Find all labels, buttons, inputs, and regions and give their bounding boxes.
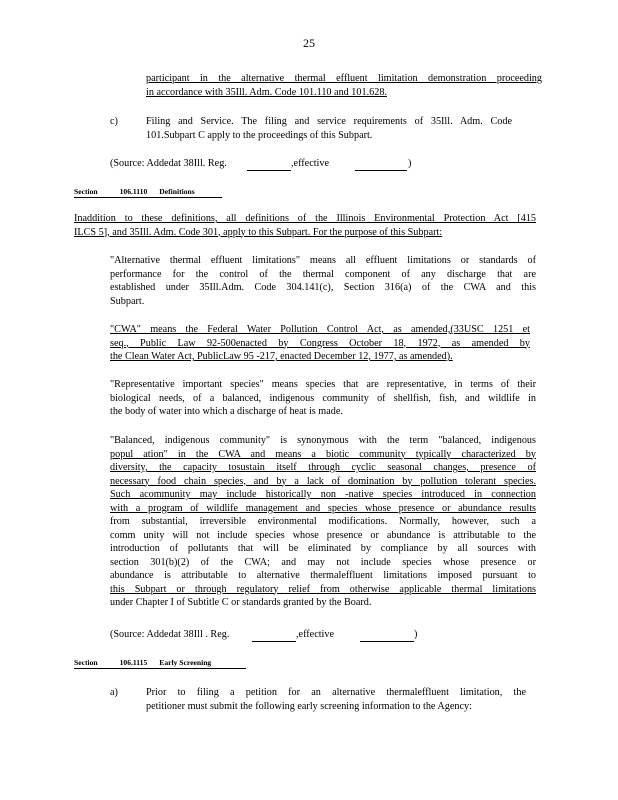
page-number: 25 — [303, 36, 315, 50]
section-title: Definitions — [159, 187, 195, 196]
text-line: popul ation" in the CWA and means a biotic community typically characterized by — [110, 448, 536, 460]
blank-line — [247, 170, 291, 171]
section-title: Early Screening — [159, 658, 212, 667]
text-line: participant in the alternative thermal effluent limitation demonstration proceeding — [146, 73, 542, 84]
text-line: performance for the control of the thermal component of any discharge that are — [110, 268, 536, 280]
text-line: comm unity will not include species whose presence or abundance is attributable to the — [110, 529, 536, 541]
text-line: Inaddition to these definitions, all definitions of the Illinois Environmental Protection Act [415 — [74, 213, 536, 224]
text-line: the Clean Water Act, PublicLaw 95 -217, enacted December 12, 1977, as amended). — [110, 351, 453, 362]
text-line: "CWA" means the Federal Water Pollution Control Act, as amended,(33USC 1251 et — [110, 324, 530, 335]
text-line: under Chapter I of Subtitle C or standards granted by the Board. — [110, 597, 372, 608]
section-heading-1110 — [74, 187, 195, 196]
text-line: petitioner must submit the following early screening information to the Agency: — [146, 700, 472, 712]
text-line: established under 35Ill.Adm. Code 304.141(c), Section 316(a) of the CWA and this — [110, 282, 536, 293]
blank-line — [355, 170, 407, 171]
definition-cwa — [110, 323, 530, 364]
section-heading-1115 — [74, 658, 211, 667]
text-line: in accordance with 35Ill. Adm. Code 101.110 and 101.628. — [146, 86, 387, 98]
section-number: Section — [74, 658, 98, 667]
source-effective: ,effective — [296, 629, 334, 640]
text-line: "Representative important species" means species that are representative, in terms of their — [110, 379, 536, 390]
text-line: from substantial, irreversible environmental modifications. Normally, however, such a — [110, 516, 536, 527]
text-line: Filing and Service. The filing and service requirements of 35Ill. Adm. Code — [146, 116, 512, 127]
text-line: ILCS 5], and 35Ill. Adm. Code 301, apply to this Subpart. For the purpose of this Subpart: — [74, 226, 443, 238]
source-text: (Source: Addedat 38Ill. Reg. — [110, 158, 227, 169]
top-paragraph — [146, 72, 542, 99]
source-close-paren: ) — [414, 629, 418, 640]
source-effective: ,effective — [291, 158, 329, 169]
text-line: "Alternative thermal effluent limitations" means all effluent limitations or standards of — [110, 255, 536, 266]
section-c-paragraph — [146, 115, 512, 142]
text-line: the body of water into which a discharge of heat is made. — [110, 406, 343, 417]
text-line: section 301(b)(2) of the CWA; and may not include species whose presence or — [110, 556, 536, 568]
heading-underline — [74, 197, 222, 198]
text-line: necessary food chain species, and by a lack of domination by pollution tolerant species. — [110, 475, 536, 487]
section-code: 106.1110 — [119, 187, 148, 196]
definition-ris — [110, 378, 536, 419]
intro-paragraph — [74, 212, 536, 239]
definition-atel — [110, 254, 536, 308]
definition-bic — [110, 434, 536, 610]
text-line: seq., Public Law 92-500enacted by Congress October 18, 1972, as amended by — [110, 337, 530, 349]
text-line: biological needs, of a balanced, indigenous community of shellfish, fish, and wildlife in — [110, 392, 536, 404]
text-line: this Subpart or through regulatory relief from otherwise applicable thermal limitations — [110, 583, 536, 595]
section-a-label: a) — [110, 687, 118, 698]
section-code: 106.1115 — [119, 658, 148, 667]
text-line: abundance is attributable to alternative thermaleffluent limitations imposed pursuant to — [110, 570, 536, 581]
source-text: (Source: Addedat 38Ill . Reg. — [110, 629, 230, 640]
heading-underline — [74, 668, 246, 669]
text-line: diversity, the capacity tosustain itself through cyclic seasonal changes, presence of — [110, 462, 536, 473]
text-line: "Balanced, indigenous community" is synonymous with the term "balanced, indigenous — [110, 435, 536, 446]
source-note-2 — [110, 628, 229, 642]
source-close-paren: ) — [408, 158, 412, 169]
blank-line — [252, 641, 296, 642]
text-line: 101.Subpart C apply to the proceedings of this Subpart. — [146, 129, 373, 141]
text-line: introduction of pollutants that will be eliminated by compliance by all sources with — [110, 543, 536, 554]
section-c-label: c) — [110, 116, 118, 127]
source-note-1 — [110, 157, 227, 171]
text-line: with a program of wildlife management and species whose presence or abundance results — [110, 502, 536, 514]
section-a-paragraph — [146, 686, 526, 713]
blank-line — [360, 641, 414, 642]
section-number: Section — [74, 187, 98, 196]
text-line: Such acommunity may include historically non -native species introduced in connection — [110, 489, 536, 500]
text-line: Prior to filing a petition for an alternative thermaleffluent limitation, the — [146, 687, 526, 698]
text-line: Subpart. — [110, 295, 145, 307]
